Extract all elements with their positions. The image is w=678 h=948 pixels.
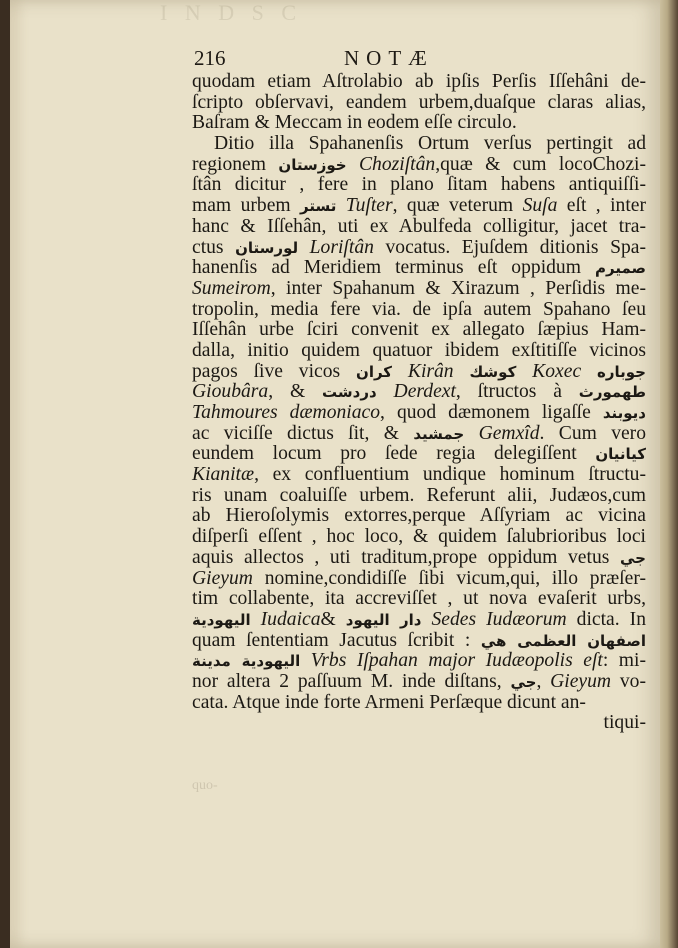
italic-term: Vrbs Iſpahan major Iudæopolis eſt bbox=[300, 650, 603, 672]
running-title: NOTÆ bbox=[344, 46, 434, 70]
text-line bbox=[192, 693, 646, 714]
text-span: , inter Spahanum & Xirazum , Perſidis me- bbox=[270, 277, 646, 299]
text-span: hanc & Iſſehân, uti ex Abulfeda colligitur, jacet tra- bbox=[192, 215, 646, 237]
text-span: : mi- bbox=[602, 650, 647, 672]
arabic-word: لورستان bbox=[235, 238, 299, 257]
text-line bbox=[192, 486, 646, 507]
arabic-word: جوباره bbox=[597, 362, 646, 381]
text-span: vo- bbox=[611, 670, 646, 692]
text-span: aquis allectos , uti traditum,prope oppidum vetus bbox=[192, 546, 620, 568]
text-span: diſperſi eſſent , hoc loco, & quidem ſalubrioribus loci bbox=[192, 526, 646, 548]
book-page bbox=[10, 0, 665, 948]
text-line bbox=[192, 465, 646, 486]
text-span: pagos ſive vicos bbox=[192, 360, 357, 382]
text-line bbox=[192, 527, 646, 548]
arabic-word: جي bbox=[510, 672, 537, 691]
italic-term: Sumeirom bbox=[192, 277, 271, 299]
italic-term: Gioubâra bbox=[192, 381, 269, 403]
arabic-word: اليهودية مدينة bbox=[192, 652, 301, 671]
text-span: ac viciſſe dictus ſit, & bbox=[192, 422, 414, 444]
text-span: dicta. In bbox=[566, 608, 646, 630]
italic-term: Tuſter bbox=[336, 195, 393, 217]
arabic-word: ديوبند bbox=[602, 404, 646, 422]
text-span: , bbox=[536, 670, 551, 692]
text-span: cata. Atque inde forte Armeni Perſæque dicunt an- bbox=[192, 691, 586, 713]
text-span: quam ſententiam Jacutus ſcribit : bbox=[192, 629, 481, 651]
text-line bbox=[192, 362, 646, 383]
italic-term: Suſa bbox=[522, 195, 558, 217]
text-line bbox=[192, 300, 646, 321]
text-span: ſcripto obſervavi, eandem urbem,duaſque claras alias, bbox=[192, 91, 646, 113]
text-span: . Cum vero bbox=[539, 422, 647, 444]
arabic-word: خوزستان bbox=[278, 155, 347, 174]
text-line bbox=[192, 93, 646, 114]
text-span: & bbox=[320, 608, 346, 630]
text-line bbox=[192, 341, 646, 362]
arabic-word: جي bbox=[620, 548, 646, 567]
text-line bbox=[192, 320, 646, 341]
text-span: Iſſehân urbe ſciri convenit ex allegato ſæpius Ham- bbox=[192, 319, 646, 341]
text-span: tim collabente, ita accreviſſet , ut nova evaſerit urbs, bbox=[192, 588, 646, 610]
text-span: eſt , inter bbox=[557, 195, 646, 217]
text-line bbox=[192, 279, 646, 300]
text-span: eundem locum pro ſede regia delegiſſent bbox=[192, 443, 596, 465]
text-line bbox=[192, 72, 646, 93]
text-line bbox=[192, 217, 646, 238]
italic-term: Kianitæ bbox=[192, 464, 255, 486]
text-line bbox=[192, 651, 646, 672]
italic-term: Gieyum bbox=[192, 567, 253, 589]
italic-term: Koxec bbox=[516, 360, 582, 382]
text-span: mam urbem bbox=[192, 195, 301, 217]
italic-term: Sedes Iudæorum bbox=[421, 608, 567, 630]
arabic-word: دردشت bbox=[322, 383, 377, 402]
text-span: nor altera 2 paſſuum M. inde diſtans, bbox=[192, 670, 511, 692]
text-line bbox=[192, 175, 646, 196]
text-line bbox=[192, 589, 646, 610]
text-span: , quod dæmonem ligaſſe bbox=[380, 402, 603, 423]
italic-term: Iudaica bbox=[250, 608, 321, 630]
arabic-word: طهمورث bbox=[578, 383, 646, 402]
text-line bbox=[192, 569, 646, 590]
body-text bbox=[192, 72, 646, 734]
text-span bbox=[454, 361, 470, 382]
italic-term: Tahmoures dæmoniaco bbox=[192, 402, 381, 423]
text-span: ab Hieroſolymis extorres,perque Aſſyriam ac vicina bbox=[192, 505, 646, 527]
text-line bbox=[192, 631, 646, 652]
arabic-word: دار اليهود bbox=[345, 610, 422, 629]
text-line bbox=[192, 113, 646, 134]
text-line bbox=[192, 258, 646, 279]
arabic-word: صميرم bbox=[595, 259, 646, 278]
text-line bbox=[192, 672, 646, 693]
text-line bbox=[192, 548, 646, 569]
text-line bbox=[192, 134, 646, 155]
text-span: ſtân dicitur , fere in plano ſitam habens antiquiſſi- bbox=[192, 174, 646, 196]
text-line bbox=[192, 444, 646, 465]
arabic-word: كوشك bbox=[469, 362, 517, 381]
text-span: , & bbox=[268, 381, 323, 403]
italic-term: Kirân bbox=[392, 360, 454, 382]
text-span bbox=[581, 361, 597, 382]
page-number: 216 bbox=[194, 46, 226, 70]
arabic-word: اصفهان العظمى هي bbox=[480, 631, 646, 650]
text-line bbox=[192, 155, 646, 176]
arabic-word: جمشيد bbox=[413, 424, 465, 443]
text-span: Ditio illa Spahanenſis Ortum verſus pertingit ad bbox=[214, 133, 646, 155]
text-line bbox=[192, 713, 646, 734]
text-span: tropolin, media fere via. de ipſa autem Spahano ſeu bbox=[192, 298, 646, 320]
arabic-word: تستر bbox=[300, 197, 337, 216]
text-span: , ſtructos à bbox=[455, 381, 579, 403]
text-span: dalla, initio quidem quatuor ibidem exſtitiſſe vicinos bbox=[192, 339, 646, 361]
text-span: Baſram & Meccam in eodem eſſe circulo. bbox=[192, 112, 517, 134]
italic-term: Loriſtân bbox=[298, 236, 374, 258]
arabic-word: كران bbox=[356, 362, 393, 381]
bleed-through-text: I N D S C bbox=[160, 0, 303, 25]
text-line bbox=[192, 424, 646, 445]
text-span: tiqui- bbox=[603, 712, 646, 734]
catchword-bleed: quo- bbox=[192, 778, 218, 793]
text-line bbox=[192, 403, 646, 424]
text-span: hanenſis ad Meridiem terminus eſt oppidum bbox=[192, 257, 595, 279]
text-line bbox=[192, 506, 646, 527]
text-span: , ex confluentium undique hominum ſtructu- bbox=[254, 464, 646, 486]
italic-term: Choziſtân bbox=[346, 153, 436, 175]
text-span: quodam etiam Aſtrolabio ab ipſis Perſis Iſſehâni de- bbox=[192, 71, 646, 92]
text-span: , quæ veterum bbox=[392, 195, 523, 217]
text-line bbox=[192, 196, 646, 217]
running-header bbox=[194, 46, 664, 74]
text-span: nomine,condidiſſe ſibi vicum,qui, illo præſer- bbox=[252, 567, 646, 589]
text-line bbox=[192, 238, 646, 259]
text-line bbox=[192, 382, 646, 403]
italic-term: Gemxîd bbox=[464, 422, 540, 444]
text-span: regionem bbox=[192, 153, 279, 175]
arabic-word: اليهودية bbox=[192, 610, 251, 629]
arabic-word: كيانيان bbox=[595, 445, 646, 464]
page-edge bbox=[660, 0, 678, 948]
text-span: ctus bbox=[192, 236, 236, 258]
text-span: ,quæ & cum locoChozi- bbox=[435, 153, 646, 175]
italic-term: Gieyum bbox=[550, 670, 612, 692]
text-span: vocatus. Ejuſdem ditionis Spa- bbox=[373, 236, 646, 258]
text-span: ris unam coaluiſſe urbem. Referunt alii, Judæos,cum bbox=[192, 484, 646, 506]
italic-term: Derdext bbox=[376, 381, 456, 403]
text-line bbox=[192, 610, 646, 631]
